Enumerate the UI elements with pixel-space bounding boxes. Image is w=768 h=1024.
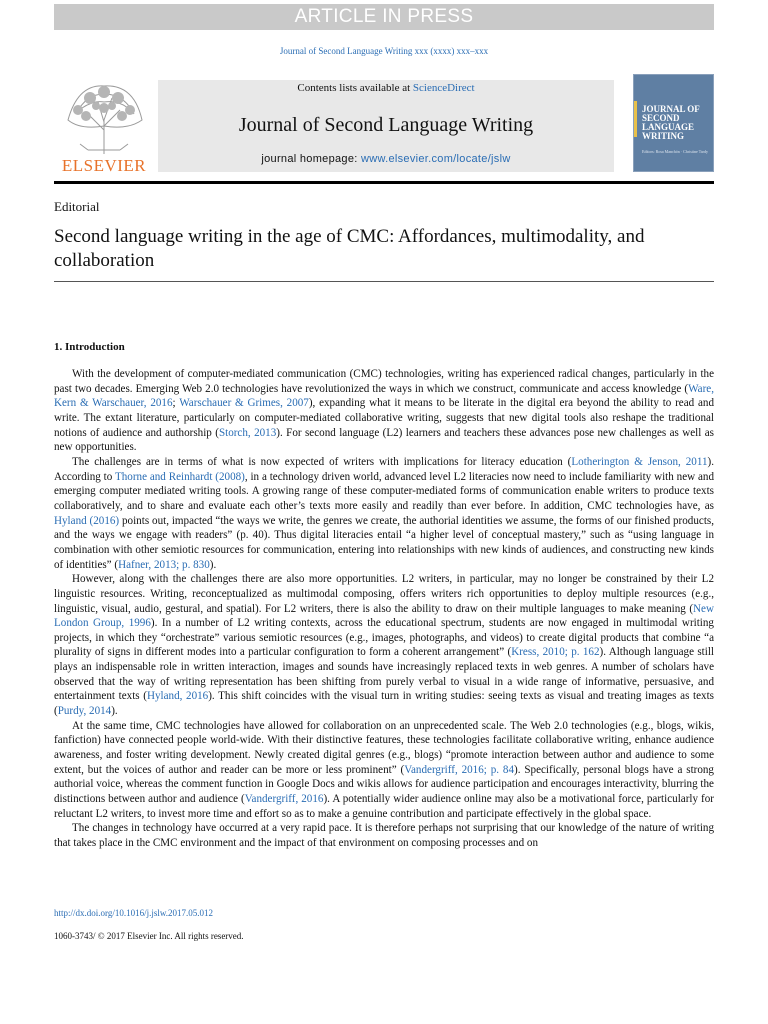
- citation-link[interactable]: Thorne and Reinhardt (2008): [114, 470, 245, 483]
- homepage-prefix: journal homepage:: [261, 153, 361, 165]
- citation-link[interactable]: Hyland, 2016: [146, 690, 209, 703]
- body-paragraph: [54, 367, 714, 455]
- cover-title-line: SECOND: [642, 113, 680, 123]
- paragraph-text: ).: [111, 705, 118, 718]
- masthead-rule: [54, 181, 714, 184]
- citation-link[interactable]: Lotherington & Jenson, 2011: [571, 455, 708, 468]
- cover-title: [642, 105, 700, 141]
- paragraph-text: ). According to: [54, 455, 714, 483]
- paragraph-text: ). A potentially wider audience online may also be a motivational force, particularly for reluctant L2 writers, to invest more time and effort so as to make a genuine contribution and participate effectively in the global space.: [54, 793, 714, 820]
- body-paragraph: [54, 455, 714, 572]
- journal-title: Journal of Second Language Writing: [238, 114, 534, 136]
- citation-link[interactable]: New London Group, 1996: [54, 602, 714, 630]
- doi-link[interactable]: http://dx.doi.org/10.1016/j.jslw.2017.05.012: [54, 908, 214, 918]
- paragraph-text: ). For second language (L2) learners and teachers these advances pose new challenges as well as new opportunities.: [54, 426, 714, 454]
- running-head-link[interactable]: Journal of Second Language Writing xxx (xxxx) xxx–xxx: [279, 46, 489, 56]
- citation-link[interactable]: Kress, 2010; p. 162: [511, 646, 600, 659]
- publisher-name: ELSEVIER: [61, 156, 147, 175]
- cover-stripe: [634, 101, 637, 137]
- paragraph-text: At the same time, CMC technologies have allowed for collaboration on an unprecedented scale. The Web 2.0 technologies (e.g., blogs, wikis, fanfiction) have connected people world-wide. With their distinctive features, these technologies facilitate collaborative writing, enhance audience awareness, and foster writing development. Newly created digital genres (e.g., blogs) “promote interaction between author and audience to some extent, but the voices of author and reader can be more or less prominent” (: [54, 719, 714, 776]
- cover-editors: Editors: Rosa Manchón · Christine Tardy: [642, 149, 708, 154]
- paragraph-text: , in a technology driven world, advanced level L2 literacies now need to include familiarity with new and emerging computer mediated writing tools. A growing range of these computer-mediated forms of communication enable writers to produce texts collaboratively, and to share and evaluate each other’s texts more easily and readily than ever before. In addition, CMC technologies have, as: [54, 470, 714, 512]
- paragraph-text: ), expanding what it means to be literate in the digital era beyond the ability to read and write. The extant literature, particularly on computer-mediated collaborative writing, suggests that new digital tools also reshape the traditional notions of audience and authorship (: [54, 397, 714, 439]
- section-heading: 1. Introduction: [54, 341, 125, 353]
- body-paragraph: [54, 719, 714, 822]
- masthead-banner: [158, 80, 614, 172]
- body-paragraph: [54, 821, 714, 850]
- paragraph-text: ). Specifically, personal blogs have a strong authorial voice, whereas the comment function in Google Docs and wikis allows for audience participation and encourages interactivity, blurring the distinctions between author and audience (: [54, 763, 714, 806]
- elsevier-tree-icon: [58, 80, 150, 154]
- citation-link[interactable]: Hafner, 2013; p. 830: [118, 558, 210, 571]
- citation-link[interactable]: Warschauer & Grimes, 2007: [179, 397, 309, 410]
- paragraph-text: points out, impacted “the ways we write, the genres we create, the authorial identities we assume, the forms of our finished products, and the ways we engage with readers” (p. 40). Thus digital literacies entail “a higher level of conceptual mastery,” such as “using language in combination with other semiotic resources for communication, entering into relationships with new kinds of audiences, and constructing new kinds of identities” (: [54, 514, 714, 571]
- citation-link[interactable]: Purdy, 2014: [57, 705, 112, 718]
- cover-title-line: WRITING: [642, 131, 685, 141]
- copyright-notice: 1060-3743/ © 2017 Elsevier Inc. All rights reserved.: [54, 931, 244, 941]
- paragraph-text: ).: [209, 558, 217, 571]
- citation-link[interactable]: Storch, 2013: [218, 426, 277, 439]
- article-type: Editorial: [54, 199, 100, 214]
- paragraph-text: ). Although language still plays an indispensable role in written interaction, images and sounds have increasingly replaced texts in web genres. A number of scholars have observed that the way of writing representation has been shifting from purely verbal to visual in a wide range of informative, persuasive, and entertainment texts (: [54, 646, 714, 703]
- article-in-press-banner: ARTICLE IN PRESS: [54, 4, 714, 30]
- citation-link[interactable]: Ware, Kern & Warschauer, 2016: [54, 382, 714, 410]
- title-rule: [54, 281, 714, 282]
- contents-line: [158, 82, 614, 94]
- sciencedirect-link[interactable]: ScienceDirect: [412, 82, 475, 94]
- paragraph-text: ;: [172, 397, 180, 410]
- cover-title-line: JOURNAL OF: [642, 104, 700, 114]
- homepage-link[interactable]: www.elsevier.com/locate/jslw: [360, 153, 511, 165]
- publisher-logo: [54, 80, 154, 174]
- paragraph-text: ). This shift coincides with the visual turn in writing studies: seeing texts as visual and treating images as texts (: [54, 690, 714, 718]
- citation-link[interactable]: Hyland (2016): [54, 514, 120, 527]
- citation-link[interactable]: Vandergriff, 2016: [244, 793, 324, 806]
- paragraph-text: The challenges are in terms of what is now expected of writers with implications for literacy education (: [72, 455, 572, 468]
- citation-link[interactable]: Vandergriff, 2016; p. 84: [404, 763, 515, 776]
- homepage-line: [158, 153, 614, 165]
- journal-cover: [633, 74, 714, 172]
- article-title: Second language writing in the age of CMC: Affordances, multimodality, and collaboration: [54, 226, 645, 271]
- paragraph-text: With the development of computer-mediated communication (CMC) technologies, writing has experienced radical changes, particularly in the past two decades. Emerging Web 2.0 technologies have revolutionized the ways in which we construct, communicate and access knowledge (: [54, 368, 714, 395]
- paragraph-text: The changes in technology have occurred at a very rapid pace. It is therefore perhaps not surprising that our knowledge of the nature of writing that takes place in the CMC environment and the impact of that environment on composing processes and on: [54, 822, 714, 849]
- contents-prefix: Contents lists available at: [297, 82, 413, 94]
- body-text: [54, 367, 714, 851]
- paragraph-text: ). In a number of L2 writing contexts, across the educational spectrum, students are now engaged in multimodal writing projects, in which they “orchestrate” various semiotic resources (e.g., images, photographs, and videos) to create digital products that combine “a plurality of signs in different modes into a particular configuration to form a coherent arrangement” (: [54, 617, 714, 659]
- cover-title-line: LANGUAGE: [642, 122, 695, 132]
- body-paragraph: [54, 572, 714, 719]
- paragraph-text: However, along with the challenges there are also more opportunities. L2 writers, in particular, may no longer be constrained by their L2 linguistic resources. Writing, reconceptualized as multimodal composing, offers writers rich opportunities to deploy multiple resources (e.g., linguistic, visual, audio, gestural, and spatial). For L2 writers, there is also the ability to draw on their multiple languages to make meaning (: [54, 573, 714, 615]
